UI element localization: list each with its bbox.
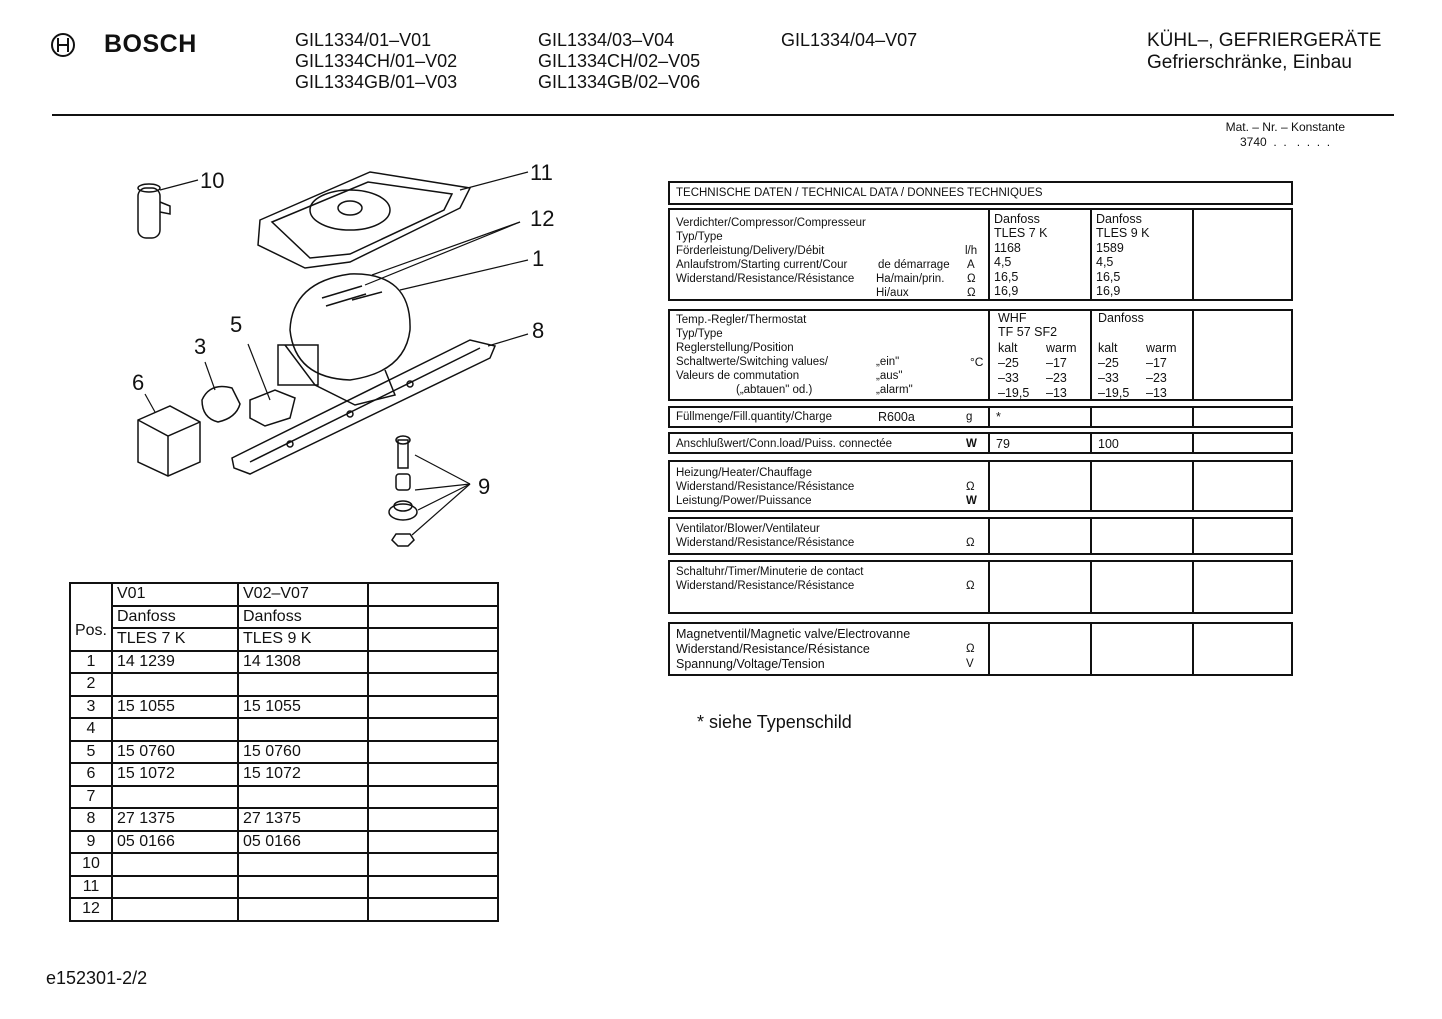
thermostat-value: –17 <box>1046 356 1067 370</box>
tech-conn-section <box>668 432 1293 454</box>
pos-cell: 7 <box>70 786 112 809</box>
label: „ein" <box>876 356 900 368</box>
label: („abtauen" od.) <box>736 384 813 396</box>
table-cell: 15 1072 <box>112 763 238 786</box>
category: KÜHL–, GEFRIERGERÄTE <box>1147 30 1382 51</box>
table-cell <box>368 786 498 809</box>
warm-label: warm <box>1046 341 1077 355</box>
table-cell <box>368 606 498 629</box>
table-row <box>70 853 498 876</box>
table-cell <box>238 876 368 899</box>
tech-title-box <box>668 181 1293 205</box>
table-cell <box>368 718 498 741</box>
table-cell <box>368 696 498 719</box>
callout-5: 5 <box>230 312 243 337</box>
table-cell <box>368 673 498 696</box>
table-row <box>70 763 498 786</box>
unit: V <box>966 658 974 670</box>
callout-3: 3 <box>194 334 207 359</box>
table-cell: TLES 9 K <box>238 628 368 651</box>
label: Magnetventil/Magnetic valve/Electrovanne <box>676 627 911 641</box>
part-grommets <box>389 436 417 546</box>
thermostat-value: –17 <box>1146 356 1167 370</box>
table-cell: Danfoss <box>238 606 368 629</box>
pos-cell: 4 <box>70 718 112 741</box>
unit: l/h <box>965 245 978 257</box>
parts-table <box>69 582 499 922</box>
table-cell: 15 1055 <box>238 696 368 719</box>
table-row <box>70 786 498 809</box>
table-row <box>70 876 498 899</box>
label: Hi/aux <box>876 287 909 299</box>
table-row <box>70 696 498 719</box>
model-list-2 <box>538 30 700 93</box>
compressor-value: Danfoss <box>994 212 1040 226</box>
label: Füllmenge/Fill.quantity/Charge <box>676 411 832 423</box>
table-cell <box>238 853 368 876</box>
pos-cell: 1 <box>70 651 112 674</box>
subcategory: Gefrierschränke, Einbau <box>1147 52 1352 73</box>
pos-cell: 2 <box>70 673 112 696</box>
label: „alarm" <box>876 384 913 396</box>
part-cover <box>138 406 200 476</box>
label: Spannung/Voltage/Tension <box>676 657 825 671</box>
label: Anschlußwert/Conn.load/Puiss. connectée <box>676 438 893 450</box>
part-overload <box>250 390 295 426</box>
table-row <box>70 583 498 606</box>
callout-1: 1 <box>532 246 545 271</box>
table-cell: 05 0166 <box>238 831 368 854</box>
unit: A <box>967 259 975 271</box>
table-cell: 14 1239 <box>112 651 238 674</box>
label: de démarrage <box>878 259 950 271</box>
part-drip-tray <box>258 172 470 268</box>
table-cell <box>238 673 368 696</box>
table-cell: V02–V07 <box>238 583 368 606</box>
model-item: GIL1334CH/01–V02 <box>295 51 458 71</box>
exploded-parts-diagram <box>100 150 570 560</box>
table-cell <box>238 718 368 741</box>
unit: W <box>966 438 977 450</box>
callout-labels <box>132 160 554 499</box>
table-row <box>70 898 498 921</box>
label: Widerstand/Resistance/Résistance <box>676 580 855 592</box>
label: Typ/Type <box>676 328 723 340</box>
compressor-value: Danfoss <box>1096 212 1142 226</box>
tech-blower-section <box>668 517 1293 555</box>
label: Widerstand/Resistance/Résistance <box>676 642 870 656</box>
tech-compressor-section <box>668 208 1293 301</box>
thermostat-value: –25 <box>998 356 1019 370</box>
table-cell <box>368 651 498 674</box>
thermostat-value: –33 <box>1098 371 1119 385</box>
thermostat-value: –25 <box>1098 356 1119 370</box>
callout-8: 8 <box>532 318 545 343</box>
refrigerant: R600a <box>878 410 915 424</box>
model-item: GIL1334/03–V04 <box>538 30 675 50</box>
table-cell <box>368 763 498 786</box>
label: „aus" <box>876 370 903 382</box>
unit: °C <box>970 355 984 369</box>
table-cell <box>112 673 238 696</box>
model-list-1 <box>295 30 457 93</box>
thermostat-value: –23 <box>1146 371 1167 385</box>
table-cell: 15 0760 <box>238 741 368 764</box>
pos-cell: 8 <box>70 808 112 831</box>
unit: Ω <box>966 580 975 592</box>
pos-cell: 10 <box>70 853 112 876</box>
document-id: e152301-2/2 <box>46 968 148 988</box>
callout-12: 12 <box>530 206 555 231</box>
part-capacitor <box>138 184 170 238</box>
unit: Ω <box>966 643 975 655</box>
pos-cell: 11 <box>70 876 112 899</box>
table-row <box>70 651 498 674</box>
table-cell: 27 1375 <box>238 808 368 831</box>
pos-header: Pos. <box>70 583 112 651</box>
table-row <box>70 831 498 854</box>
thermostat-type-1: TF 57 SF2 <box>998 325 1058 339</box>
callout-9: 9 <box>478 474 491 499</box>
fill-value-1: * <box>996 410 1001 424</box>
model-item: GIL1334/01–V01 <box>295 30 432 50</box>
warm-label: warm <box>1146 341 1177 355</box>
table-cell <box>368 876 498 899</box>
model-list-3 <box>781 30 917 51</box>
pos-cell: 6 <box>70 763 112 786</box>
table-cell: TLES 7 K <box>112 628 238 651</box>
table-row <box>70 628 498 651</box>
table-row <box>70 606 498 629</box>
table-cell <box>238 898 368 921</box>
compressor-value: TLES 9 K <box>1096 226 1150 241</box>
compressor-value: 1168 <box>994 240 1021 255</box>
table-cell <box>368 898 498 921</box>
label: Ventilator/Blower/Ventilateur <box>676 523 820 535</box>
bosch-armature-icon <box>50 32 76 58</box>
table-cell: V01 <box>112 583 238 606</box>
pos-cell: 3 <box>70 696 112 719</box>
document-title <box>1147 30 1381 74</box>
compressor-value: 16,9 <box>994 284 1019 298</box>
unit: g <box>966 411 973 423</box>
table-cell <box>112 786 238 809</box>
unit: Ω <box>966 537 975 549</box>
compressor-value: 4,5 <box>994 255 1012 270</box>
label: Temp.-Regler/Thermostat <box>676 314 807 326</box>
callout-10: 10 <box>200 168 225 193</box>
thermostat-brand-1: WHF <box>998 311 1027 325</box>
compressor-value: 16,5 <box>994 269 1019 284</box>
matnr-label: Mat. – Nr. – Konstante <box>1225 120 1345 134</box>
thermostat-value: –33 <box>998 371 1019 385</box>
table-cell <box>112 898 238 921</box>
unit: Ω <box>967 287 976 299</box>
table-cell: 15 1072 <box>238 763 368 786</box>
model-item: GIL1334GB/02–V06 <box>538 72 701 92</box>
compressor-value: TLES 7 K <box>994 226 1048 241</box>
thermostat-value: –13 <box>1046 386 1067 400</box>
matnr-value: 3740 . . . . . . <box>1240 135 1331 149</box>
table-cell <box>112 876 238 899</box>
type-plate-note: * siehe Typenschild <box>697 712 852 732</box>
label: Schaltuhr/Timer/Minuterie de contact <box>676 566 864 578</box>
label: Widerstand/Resistance/Résistance <box>676 537 855 549</box>
table-cell: 05 0166 <box>112 831 238 854</box>
kalt-label: kalt <box>1098 341 1118 355</box>
brand-name: BOSCH <box>104 30 197 58</box>
label: Ha/main/prin. <box>876 273 945 285</box>
part-compressor <box>278 274 410 405</box>
part-mounting-rail <box>232 340 495 474</box>
tech-fill-section <box>668 406 1293 428</box>
label: Leistung/Power/Puissance <box>676 495 812 507</box>
thermostat-value: –19,5 <box>998 386 1030 400</box>
table-cell <box>112 718 238 741</box>
label: Valeurs de commutation <box>676 370 800 382</box>
table-cell <box>368 853 498 876</box>
label: Widerstand/Resistance/Résistance <box>676 273 855 285</box>
model-item: GIL1334GB/01–V03 <box>295 72 458 92</box>
table-cell <box>368 808 498 831</box>
conn-value-1: 79 <box>996 437 1010 451</box>
table-cell: 14 1308 <box>238 651 368 674</box>
compressor-value: 16,5 <box>1096 269 1121 284</box>
unit: W <box>966 495 977 507</box>
callout-11: 11 <box>530 160 553 185</box>
label: Schaltwerte/Switching values/ <box>676 356 829 368</box>
thermostat-value: –13 <box>1146 386 1167 400</box>
tech-title: TECHNISCHE DATEN / TECHNICAL DATA / DONNEES TECHNIQUES <box>676 187 1043 199</box>
label: Widerstand/Resistance/Résistance <box>676 481 855 493</box>
label: Förderleistung/Delivery/Débit <box>676 245 825 257</box>
table-cell <box>368 628 498 651</box>
label: Reglerstellung/Position <box>676 342 794 354</box>
label: Typ/Type <box>676 231 723 243</box>
table-row <box>70 673 498 696</box>
table-row <box>70 741 498 764</box>
kalt-label: kalt <box>998 341 1018 355</box>
compressor-value: 1589 <box>1096 240 1124 255</box>
label: Heizung/Heater/Chauffage <box>676 467 812 479</box>
tech-valve-section <box>668 622 1293 676</box>
table-cell <box>368 831 498 854</box>
callout-6: 6 <box>132 370 145 395</box>
header-divider <box>52 114 1394 116</box>
pos-cell: 12 <box>70 898 112 921</box>
thermostat-value: –19,5 <box>1098 386 1130 400</box>
part-relay <box>202 387 240 423</box>
table-cell <box>368 741 498 764</box>
model-item: GIL1334CH/02–V05 <box>538 51 701 71</box>
unit: Ω <box>966 481 975 493</box>
table-row <box>70 718 498 741</box>
table-row <box>70 808 498 831</box>
label: Verdichter/Compressor/Compresseur <box>676 217 866 229</box>
table-cell <box>238 786 368 809</box>
pos-cell: 5 <box>70 741 112 764</box>
table-cell: 15 1055 <box>112 696 238 719</box>
label: Anlaufstrom/Starting current/Cour <box>676 259 848 271</box>
table-cell <box>112 853 238 876</box>
pos-cell: 9 <box>70 831 112 854</box>
model-item: GIL1334/04–V07 <box>781 30 918 50</box>
tech-timer-section <box>668 560 1293 614</box>
tech-thermostat-section <box>668 309 1293 401</box>
compressor-value: 4,5 <box>1096 255 1114 270</box>
bosch-logo <box>50 32 76 63</box>
conn-value-2: 100 <box>1098 437 1119 451</box>
tech-heater-section <box>668 460 1293 512</box>
table-cell: 27 1375 <box>112 808 238 831</box>
table-cell: 15 0760 <box>112 741 238 764</box>
compressor-value: 16,9 <box>1096 284 1121 298</box>
thermostat-brand-2: Danfoss <box>1098 311 1144 325</box>
unit: Ω <box>967 273 976 285</box>
table-cell: Danfoss <box>112 606 238 629</box>
table-cell <box>368 583 498 606</box>
thermostat-value: –23 <box>1046 371 1067 385</box>
